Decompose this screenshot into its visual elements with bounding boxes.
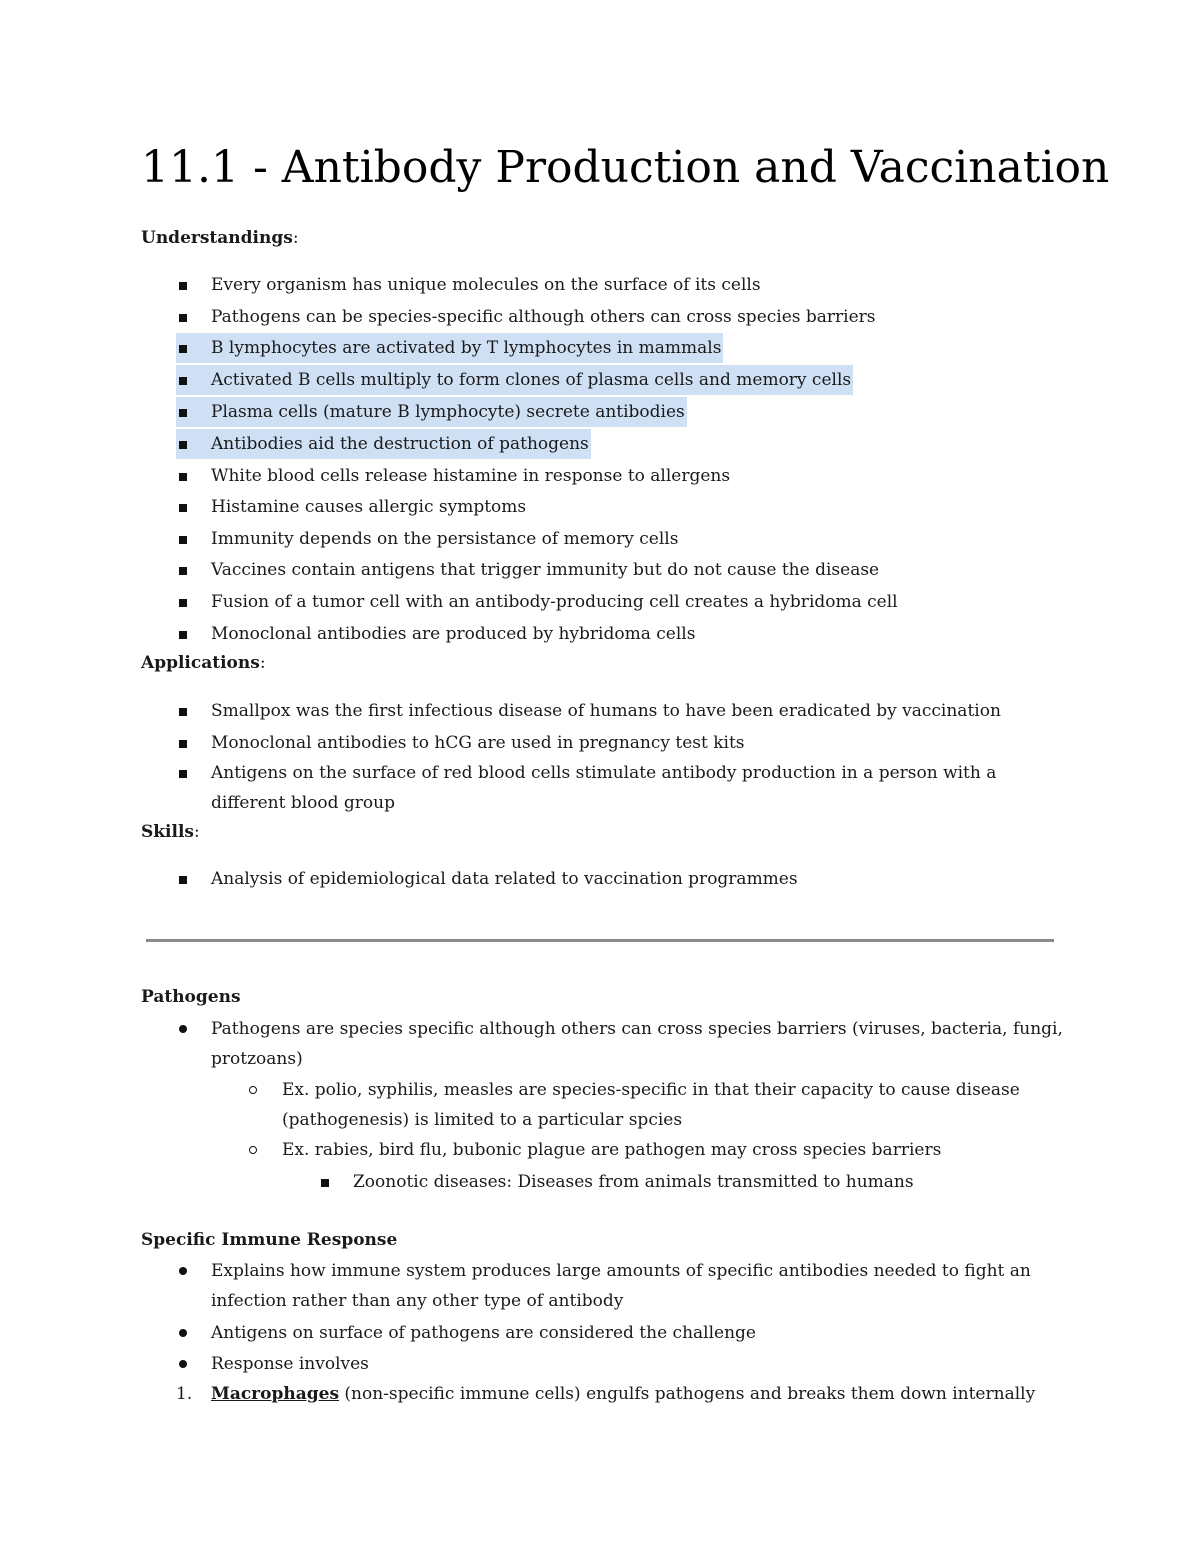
square-bullet-icon	[179, 599, 187, 607]
square-bullet-icon	[179, 314, 187, 322]
square-bullet-icon	[179, 631, 187, 639]
square-bullet-icon	[179, 504, 187, 512]
round-bullet-icon	[179, 1329, 187, 1337]
square-bullet-icon	[179, 282, 187, 290]
square-bullet-icon	[179, 473, 187, 481]
macrophages-term: Macrophages	[211, 1384, 340, 1404]
square-bullet-icon	[179, 377, 187, 385]
square-bullet-icon	[179, 567, 187, 575]
horizontal-divider	[146, 939, 1054, 942]
round-bullet-icon	[179, 1267, 187, 1275]
round-bullet-icon	[179, 1360, 187, 1368]
understandings-label: Understandings:	[141, 228, 299, 248]
square-bullet-icon	[179, 441, 187, 449]
page-title: 11.1 - Antibody Production and Vaccination	[141, 142, 1110, 193]
square-bullet-icon	[321, 1179, 329, 1187]
applications-label: Applications:	[141, 653, 266, 673]
document-page: 11.1 - Antibody Production and Vaccination Understandings: Every organism has unique molecules on the surface of its cells Pathogens can be species-specific although others can cross species barriers B lymphocytes are activated by T lymphocytes in mammals Activated B cells multiply to form clones of plasma cells and memory cells Plasma cells (mature B lymphocyte) secrete antibodies Antibodies aid the destruction of pathogens White blood cells release histamine in response to allergens Histamine causes allergic symptoms Immunity depends on the persistance of memory cells Vaccines contain antigens that trigger immunity but do not cause the disease Fusion of a tumor cell with an antibody-producing cell creates a hybridoma cell Monoclonal antibodies are produced by hybridoma cells Applications: Smallpox was the first infectious disease of humans to have been eradicated by vaccination Monoclonal antibodies to hCG are used in pregnancy test kits Antigens on the surface of red blood cells stimulate antibody production in a person with a different blood group Skills: Analysis of epidemiological data related to vaccination programmes Pathogens Pathogens are species specific although others can cross species barriers (viruses, bacteria, fungi, protzoans) Ex. polio, syphilis, measles are species-specific in that their capacity to cause disease (pathogenesis) is limited to a particular spcies Ex. rabies, bird flu, bubonic plague are pathogen may cross species barriers Zoonotic diseases: Diseases from animals transmitted to humans Specific Immune Response Explains how immune system produces large amounts of specific antibodies needed to fight an infection rather than any other type of antibody Antigens on surface of pathogens are considered the challenge Response involves 1. Macrophages (non-specific immune cells) engulfs pathogens and breaks them down internally	[0, 0, 1200, 1553]
hollow-bullet-icon	[249, 1146, 257, 1154]
square-bullet-icon	[179, 770, 187, 778]
round-bullet-icon	[179, 1025, 187, 1033]
square-bullet-icon	[179, 345, 187, 353]
square-bullet-icon	[179, 409, 187, 417]
square-bullet-icon	[179, 876, 187, 884]
square-bullet-icon	[179, 740, 187, 748]
pathogens-heading: Pathogens	[141, 987, 241, 1007]
skills-label: Skills:	[141, 822, 200, 842]
hollow-bullet-icon	[249, 1086, 257, 1094]
specific-response-heading: Specific Immune Response	[141, 1230, 398, 1250]
square-bullet-icon	[179, 708, 187, 716]
square-bullet-icon	[179, 536, 187, 544]
